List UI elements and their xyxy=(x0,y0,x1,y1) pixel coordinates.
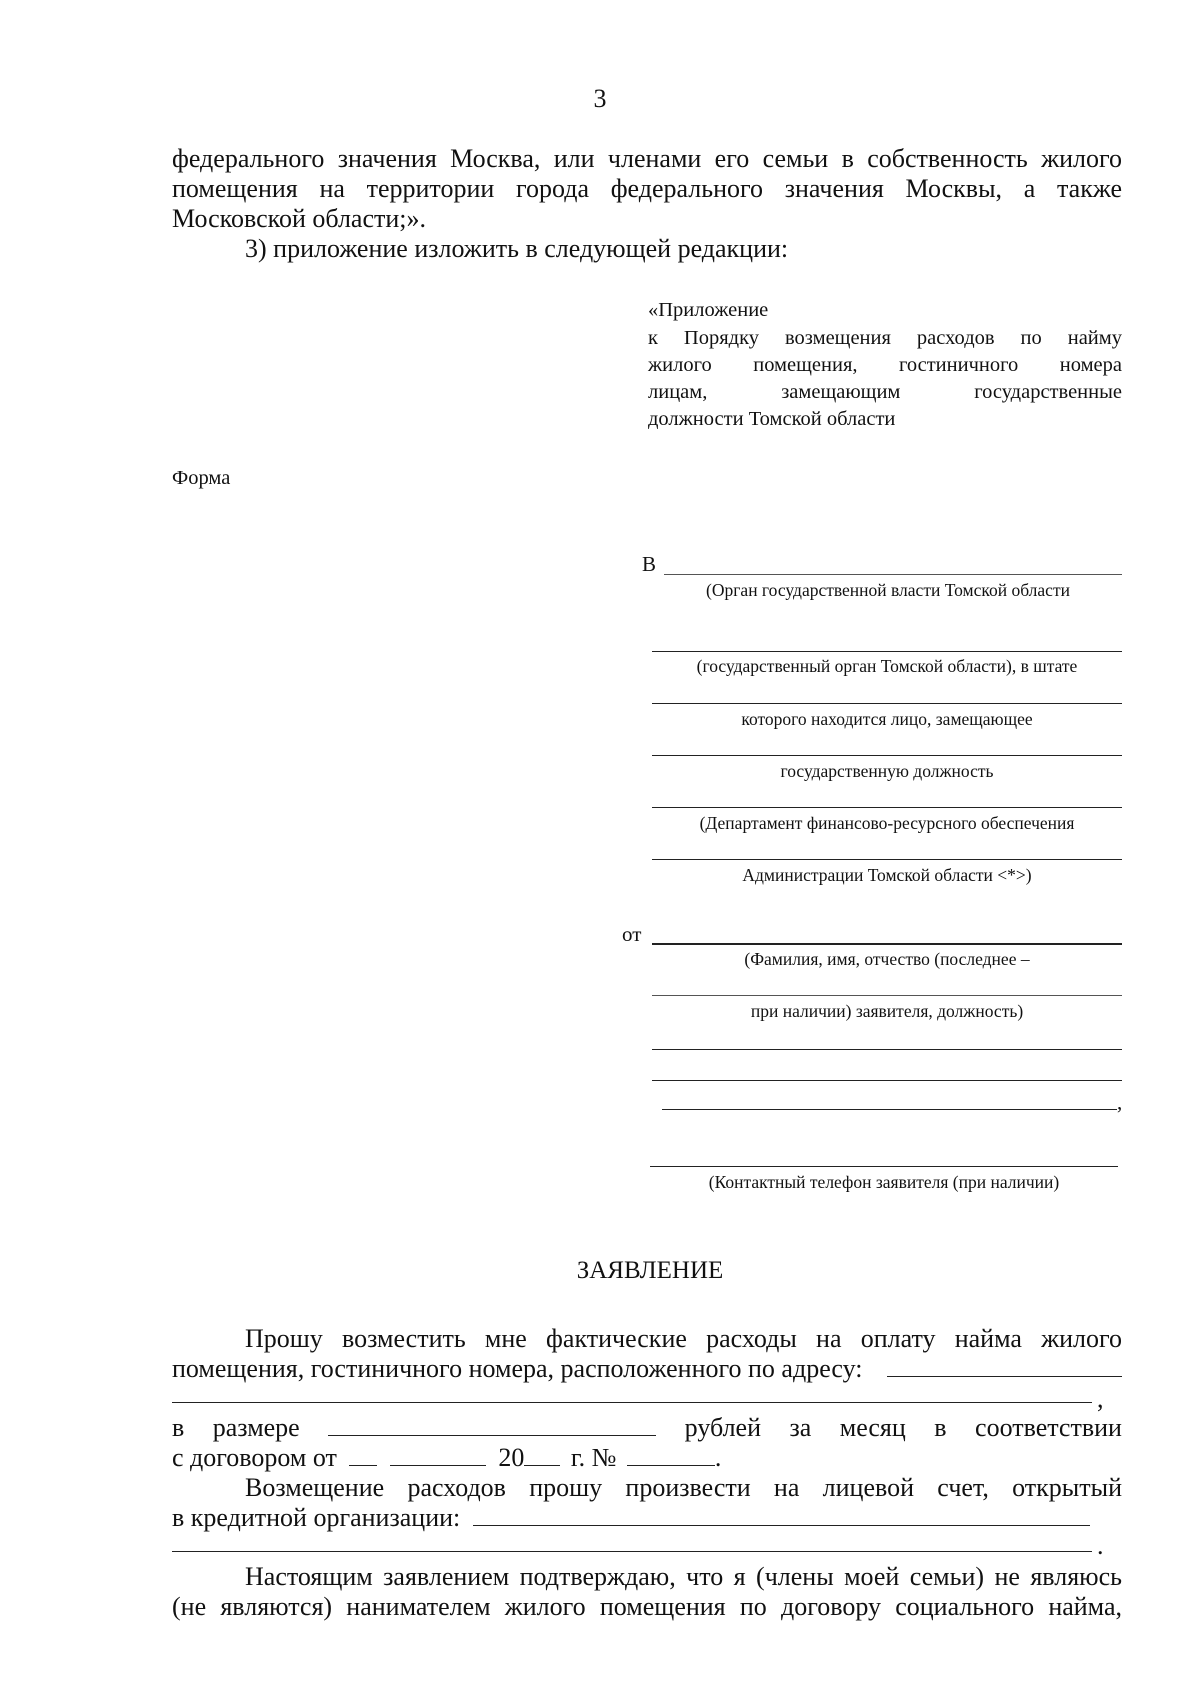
size-word-5: месяц xyxy=(839,1413,906,1442)
size-word-6: в xyxy=(934,1413,947,1442)
address-comma: , xyxy=(1097,1384,1104,1413)
contract-year-prefix: 20 xyxy=(498,1443,525,1472)
addressee-blank-3 xyxy=(652,703,1122,704)
addressee-caption-4: государственную должность xyxy=(780,761,994,781)
appendix-line-1: к Порядку возмещения расходов по найму xyxy=(648,327,1122,349)
addressee-caption-1: (Орган государственной власти Томской области xyxy=(706,580,1070,600)
intro-line-3: Московской области;». xyxy=(172,204,426,233)
contract-month-blank xyxy=(390,1443,486,1466)
sender-trailing-comma: , xyxy=(1117,1090,1123,1114)
sender-prefix: от xyxy=(622,922,642,946)
size-row xyxy=(172,1413,1122,1443)
addressee-caption-3: которого находится лицо, замещающее xyxy=(741,709,1033,729)
statement-p2-line1: Возмещение расходов прошу произвести на лицевой счет, открытый xyxy=(245,1473,1122,1502)
contract-year-blank xyxy=(524,1443,560,1466)
page-number: 3 xyxy=(593,84,607,113)
statement-title: ЗАЯВЛЕНИЕ xyxy=(576,1257,724,1284)
addressee-caption-5: (Департамент финансово-ресурсного обеспечения xyxy=(699,813,1075,833)
addressee-blank-1 xyxy=(664,574,1122,575)
statement-p2-line2-row xyxy=(172,1503,1122,1533)
size-word-4: за xyxy=(789,1413,812,1442)
size-word-7: соответствии xyxy=(975,1413,1122,1442)
intro-line-2: помещения на территории города федерального значения Москвы, а также xyxy=(172,174,1122,203)
contract-number-label: г. № xyxy=(570,1443,617,1472)
sender-blank-1 xyxy=(652,943,1122,945)
sender-blank-4 xyxy=(652,1080,1122,1081)
bank-blank-1 xyxy=(473,1503,1090,1526)
sender-caption-1: (Фамилия, имя, отчество (последнее – xyxy=(744,949,1030,969)
phone-blank xyxy=(650,1166,1118,1167)
statement-p1-line2-row xyxy=(172,1354,1122,1384)
appendix-line-2: жилого помещения, гостиничного номера xyxy=(648,354,1122,376)
sender-caption-2: при наличии) заявителя, должность) xyxy=(750,1001,1024,1021)
intro-line-1: федерального значения Москва, или членами его семьи в собственность жилого xyxy=(172,144,1122,173)
phone-caption: (Контактный телефон заявителя (при наличии) xyxy=(708,1172,1060,1192)
address-blank-1 xyxy=(887,1354,1122,1377)
item-3: 3) приложение изложить в следующей редакции: xyxy=(245,234,789,263)
size-word-1: в xyxy=(172,1413,185,1442)
appendix-line-4: должности Томской области xyxy=(648,408,896,430)
contract-prefix: с договором от xyxy=(172,1443,337,1472)
statement-p1-line2: помещения, гостиничного номера, расположенного по адресу: xyxy=(172,1354,863,1383)
addressee-caption-6: Администрации Томской области <*>) xyxy=(742,865,1032,885)
addressee-blank-5 xyxy=(652,807,1122,808)
addressee-blank-6 xyxy=(652,859,1122,860)
bank-blank-2 xyxy=(172,1551,1092,1552)
form-label: Форма xyxy=(172,467,231,489)
addressee-blank-2 xyxy=(652,651,1122,652)
bank-end: . xyxy=(1097,1531,1104,1560)
amount-blank xyxy=(328,1413,656,1436)
size-word-2: размере xyxy=(212,1413,300,1442)
contract-end: . xyxy=(714,1443,722,1472)
address-blank-2 xyxy=(172,1402,1092,1403)
sender-blank-5 xyxy=(662,1109,1117,1110)
statement-p1-line1: Прошу возместить мне фактические расходы на оплату найма жилого xyxy=(245,1324,1122,1353)
appendix-title: «Приложение xyxy=(648,299,769,321)
statement-p3-line1: Настоящим заявлением подтверждаю, что я (члены моей семьи) не являюсь xyxy=(245,1562,1122,1591)
statement-p2-line2: в кредитной организации: xyxy=(172,1503,461,1532)
sender-blank-2 xyxy=(652,995,1122,996)
contract-row xyxy=(172,1443,1122,1473)
appendix-line-3: лицам, замещающим государственные xyxy=(648,381,1122,403)
contract-number-blank xyxy=(627,1443,715,1466)
addressee-blank-4 xyxy=(652,755,1122,756)
contract-day-blank xyxy=(349,1443,377,1466)
addressee-caption-2: (государственный орган Томской области), в штате xyxy=(696,656,1078,676)
sender-blank-3 xyxy=(652,1049,1122,1050)
addressee-prefix: В xyxy=(642,552,657,576)
size-word-3: рублей xyxy=(684,1413,761,1442)
statement-p3-line2: (не являются) нанимателем жилого помещения по договору социального найма, xyxy=(172,1592,1122,1621)
